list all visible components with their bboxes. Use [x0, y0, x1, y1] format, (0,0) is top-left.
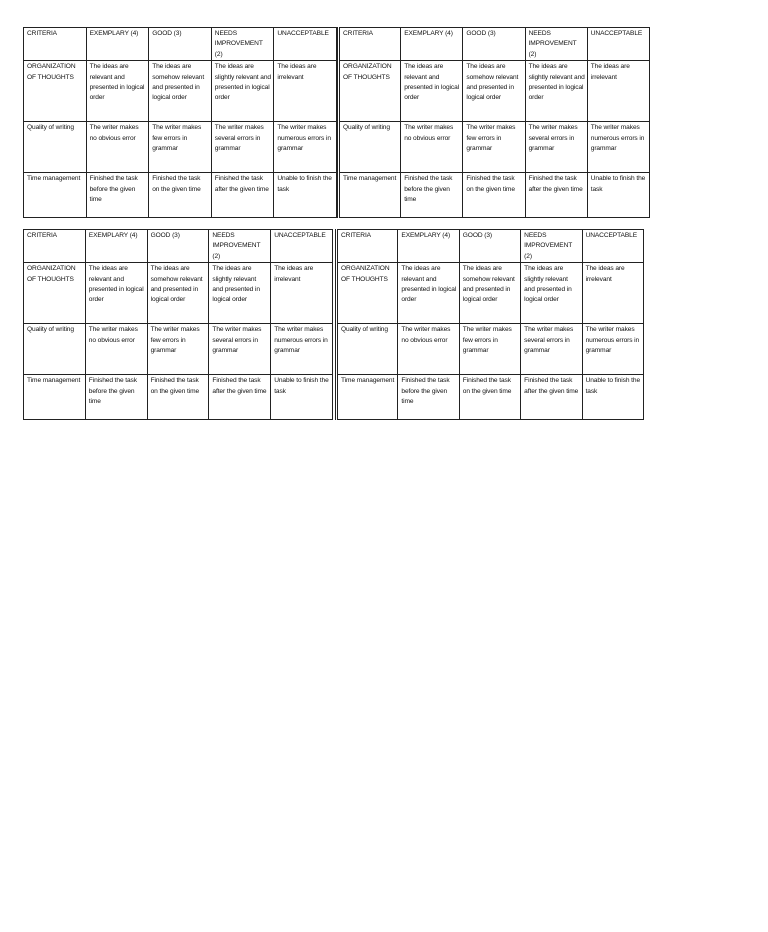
unacceptable-cell: The ideas are irrelevant: [274, 61, 337, 122]
table-row: [24, 263, 333, 324]
unacceptable-cell: The writer makes numerous errors in grammar: [271, 324, 333, 375]
header-exemplary: EXEMPLARY (4): [401, 28, 463, 61]
exemplary-cell: Finished the task before the given time: [398, 375, 459, 420]
table-row: [337, 324, 644, 375]
header-row: [24, 28, 337, 61]
criteria-cell: Time management: [339, 173, 401, 218]
table-row: [24, 173, 337, 218]
good-cell: Finished the task on the given time: [147, 375, 209, 420]
header-good: GOOD (3): [149, 28, 212, 61]
good-cell: The ideas are somehow relevant and presented in logical order: [147, 263, 209, 324]
criteria-cell: Quality of writing: [339, 122, 401, 173]
good-cell: The ideas are somehow relevant and presented in logical order: [463, 61, 525, 122]
rubric-table: [23, 229, 333, 420]
header-unacceptable: UNACCEPTABLE: [587, 28, 649, 61]
header-exemplary: EXEMPLARY (4): [398, 230, 459, 263]
exemplary-cell: The writer makes no obvious error: [85, 324, 147, 375]
good-cell: Finished the task on the given time: [149, 173, 212, 218]
needs-improvement-cell: The writer makes several errors in grammar: [521, 324, 582, 375]
header-needs-improvement: NEEDS IMPROVEMENT (2): [521, 230, 582, 263]
rubric-table: [337, 27, 650, 218]
header-good: GOOD (3): [147, 230, 209, 263]
header-unacceptable: UNACCEPTABLE: [582, 230, 643, 263]
header-criteria: CRITERIA: [24, 230, 86, 263]
header-needs-improvement: NEEDS IMPROVEMENT (2): [211, 28, 274, 61]
header-criteria: CRITERIA: [339, 28, 401, 61]
unacceptable-cell: The writer makes numerous errors in grammar: [587, 122, 649, 173]
rubric-table: [23, 27, 337, 218]
needs-improvement-cell: The writer makes several errors in grammar: [525, 122, 587, 173]
good-cell: The ideas are somehow relevant and presented in logical order: [459, 263, 520, 324]
needs-improvement-cell: The ideas are slightly relevant and presented in logical order: [521, 263, 582, 324]
header-unacceptable: UNACCEPTABLE: [274, 28, 337, 61]
needs-improvement-cell: The ideas are slightly relevant and presented in logical order: [209, 263, 271, 324]
table-row: [339, 173, 650, 218]
needs-improvement-cell: Finished the task after the given time: [525, 173, 587, 218]
criteria-cell: Quality of writing: [24, 122, 87, 173]
unacceptable-cell: The ideas are irrelevant: [271, 263, 333, 324]
unacceptable-cell: The ideas are irrelevant: [587, 61, 649, 122]
header-criteria: CRITERIA: [337, 230, 398, 263]
table-row: [339, 61, 650, 122]
exemplary-cell: The ideas are relevant and presented in logical order: [398, 263, 459, 324]
criteria-cell: Time management: [24, 375, 86, 420]
table-row: [24, 122, 337, 173]
rubric-table: [335, 229, 644, 420]
exemplary-cell: The ideas are relevant and presented in logical order: [401, 61, 463, 122]
header-criteria: CRITERIA: [24, 28, 87, 61]
unacceptable-cell: Unable to finish the task: [271, 375, 333, 420]
table-row: [339, 122, 650, 173]
header-row: [339, 28, 650, 61]
criteria-cell: ORGANIZATION OF THOUGHTS: [337, 263, 398, 324]
header-row: [337, 230, 644, 263]
criteria-cell: Time management: [337, 375, 398, 420]
exemplary-cell: Finished the task before the given time: [86, 173, 149, 218]
criteria-cell: Quality of writing: [337, 324, 398, 375]
needs-improvement-cell: The writer makes several errors in grammar: [209, 324, 271, 375]
header-needs-improvement: NEEDS IMPROVEMENT (2): [209, 230, 271, 263]
exemplary-cell: The writer makes no obvious error: [86, 122, 149, 173]
exemplary-cell: The ideas are relevant and presented in logical order: [86, 61, 149, 122]
criteria-cell: ORGANIZATION OF THOUGHTS: [24, 263, 86, 324]
unacceptable-cell: The writer makes numerous errors in grammar: [582, 324, 643, 375]
good-cell: The writer makes few errors in grammar: [463, 122, 525, 173]
needs-improvement-cell: The ideas are slightly relevant and presented in logical order: [211, 61, 274, 122]
header-exemplary: EXEMPLARY (4): [85, 230, 147, 263]
good-cell: The ideas are somehow relevant and presented in logical order: [149, 61, 212, 122]
criteria-cell: Quality of writing: [24, 324, 86, 375]
criteria-cell: Time management: [24, 173, 87, 218]
table-row: [337, 263, 644, 324]
unacceptable-cell: Unable to finish the task: [587, 173, 649, 218]
exemplary-cell: Finished the task before the given time: [401, 173, 463, 218]
exemplary-cell: The writer makes no obvious error: [401, 122, 463, 173]
exemplary-cell: The ideas are relevant and presented in logical order: [85, 263, 147, 324]
good-cell: The writer makes few errors in grammar: [459, 324, 520, 375]
header-needs-improvement: NEEDS IMPROVEMENT (2): [525, 28, 587, 61]
needs-improvement-cell: Finished the task after the given time: [521, 375, 582, 420]
header-unacceptable: UNACCEPTABLE: [271, 230, 333, 263]
criteria-cell: ORGANIZATION OF THOUGHTS: [339, 61, 401, 122]
exemplary-cell: Finished the task before the given time: [85, 375, 147, 420]
needs-improvement-cell: Finished the task after the given time: [209, 375, 271, 420]
good-cell: Finished the task on the given time: [459, 375, 520, 420]
unacceptable-cell: The writer makes numerous errors in grammar: [274, 122, 337, 173]
exemplary-cell: The writer makes no obvious error: [398, 324, 459, 375]
table-row: [24, 61, 337, 122]
header-good: GOOD (3): [463, 28, 525, 61]
table-row: [24, 324, 333, 375]
header-row: [24, 230, 333, 263]
header-good: GOOD (3): [459, 230, 520, 263]
needs-improvement-cell: Finished the task after the given time: [211, 173, 274, 218]
table-row: [24, 375, 333, 420]
needs-improvement-cell: The ideas are slightly relevant and presented in logical order: [525, 61, 587, 122]
unacceptable-cell: Unable to finish the task: [582, 375, 643, 420]
needs-improvement-cell: The writer makes several errors in grammar: [211, 122, 274, 173]
table-row: [337, 375, 644, 420]
good-cell: The writer makes few errors in grammar: [147, 324, 209, 375]
unacceptable-cell: Unable to finish the task: [274, 173, 337, 218]
criteria-cell: ORGANIZATION OF THOUGHTS: [24, 61, 87, 122]
header-exemplary: EXEMPLARY (4): [86, 28, 149, 61]
good-cell: Finished the task on the given time: [463, 173, 525, 218]
good-cell: The writer makes few errors in grammar: [149, 122, 212, 173]
unacceptable-cell: The ideas are irrelevant: [582, 263, 643, 324]
